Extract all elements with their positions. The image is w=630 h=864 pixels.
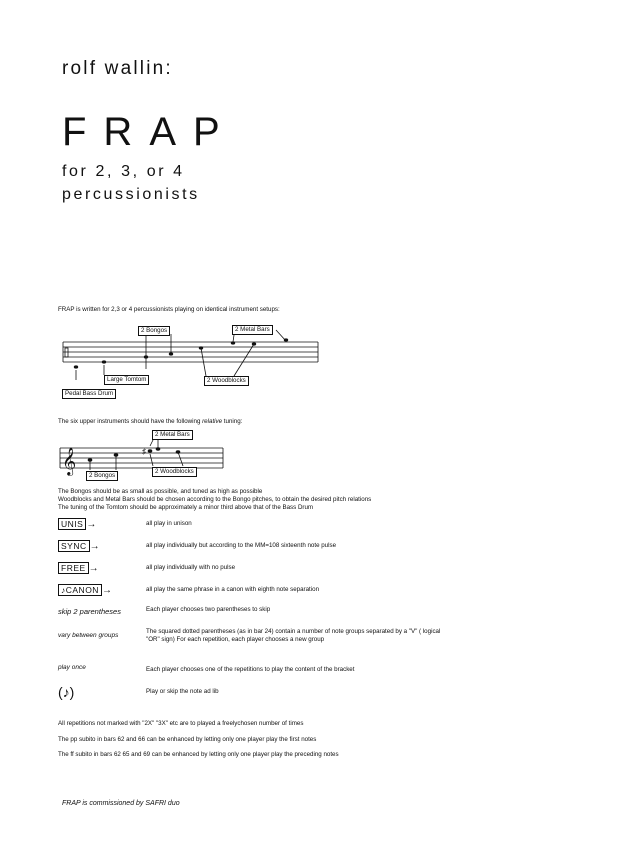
tuning-note-3: The tuning of the Tomtom should be approximately a minor third above that of the Bass Drum xyxy=(58,504,314,511)
piece-title: FRAP xyxy=(62,110,237,154)
vary-groups-symbol: vary between groups xyxy=(58,632,119,639)
legend-desc-canon: all play the same phrase in a canon with eighth note separation xyxy=(146,586,320,593)
legend-row-canon xyxy=(58,584,598,598)
footnote-ff-subito: The ff subito in bars 62 65 and 69 can be enhanced by letting only one player play the preceding notes xyxy=(58,751,339,758)
unis-symbol: UNIS xyxy=(58,518,86,530)
tuning-note-1: The Bongos should be as small as possible, and tuned as high as possible xyxy=(58,488,263,495)
legend-row-sync xyxy=(58,540,598,554)
arrow-right-icon: → xyxy=(89,540,100,552)
label-2-metal-bars: 2 Metal Bars xyxy=(232,325,273,335)
label-2-woodblocks: 2 Woodblocks xyxy=(204,376,249,386)
tuning-note-2: Woodblocks and Metal Bars should be chosen according to the Bongo pitches, to obtain the desired pitch relations xyxy=(58,496,372,503)
tuning-label-bongos: 2 Bongos xyxy=(86,471,118,481)
legend-row-vary xyxy=(58,628,598,654)
commission-text: FRAP is commissioned by SAFRI duo xyxy=(62,800,180,807)
free-symbol: FREE xyxy=(58,562,89,574)
setup-intro-text: FRAP is written for 2,3 or 4 percussionists playing on identical instrument setups: xyxy=(58,306,280,313)
composer-name: rolf wallin: xyxy=(62,58,173,79)
legend-row-unis xyxy=(58,518,598,532)
treble-clef-icon: 𝄞 xyxy=(62,447,77,475)
arrow-right-icon: → xyxy=(86,518,97,530)
legend-row-skip xyxy=(58,606,598,618)
legend-row-ad-lib xyxy=(58,684,598,702)
play-once-symbol: play once xyxy=(58,664,86,671)
tuning-label-metal-bars: 2 Metal Bars xyxy=(152,430,193,440)
legend-row-play-once xyxy=(58,664,598,676)
legend-desc-unis: all play in unison xyxy=(146,520,192,527)
skip-parentheses-symbol: skip 2 parentheses xyxy=(58,607,121,616)
legend-row-free xyxy=(58,562,598,576)
sync-symbol: SYNC xyxy=(58,540,90,552)
tuning-label-woodblocks: 2 Woodblocks xyxy=(152,467,197,477)
footnote-pp-subito: The pp subito in bars 62 and 66 can be enhanced by letting only one player play the first notes xyxy=(58,736,317,743)
legend-desc-play-once: Each player chooses one of the repetitions to play the content of the bracket xyxy=(146,666,355,673)
relative-tuning-staff xyxy=(58,432,228,482)
arrow-right-icon: → xyxy=(101,584,112,596)
canon-symbol: ♪CANON xyxy=(58,584,102,596)
label-2-bongos: 2 Bongos xyxy=(138,326,170,336)
arrow-right-icon: → xyxy=(88,562,99,574)
legend-desc-sync: all play individually but according to the MM=108 sixteenth note pulse xyxy=(146,542,337,549)
legend-desc-ad-lib: Play or skip the note ad lib xyxy=(146,688,219,695)
svg-text:♯: ♯ xyxy=(142,447,146,456)
tuning-intro-text: The six upper instruments should have the following relative tuning: xyxy=(58,418,243,425)
legend-desc-free: all play individually with no pulse xyxy=(146,564,236,571)
label-pedal-bass-drum: Pedal Bass Drum xyxy=(62,389,116,399)
subtitle-line-2: percussionists xyxy=(62,186,200,203)
legend-desc-skip: Each player chooses two parentheses to skip xyxy=(146,606,271,613)
optional-note-icon: (♪) xyxy=(58,684,75,700)
subtitle-line-1: for 2, 3, or 4 xyxy=(62,163,185,180)
footnote-repetitions: All repetitions not marked with "2X" "3X" etc are to played a freelychosen number of times xyxy=(58,720,304,727)
legend-desc-vary: The squared dotted parentheses (as in bar 24) contain a number of note groups separated by a "V" ( logical "OR" sign) For each repetition, each player chooses a new group xyxy=(146,628,441,643)
label-large-tomtom: Large Tomtom xyxy=(104,375,149,385)
